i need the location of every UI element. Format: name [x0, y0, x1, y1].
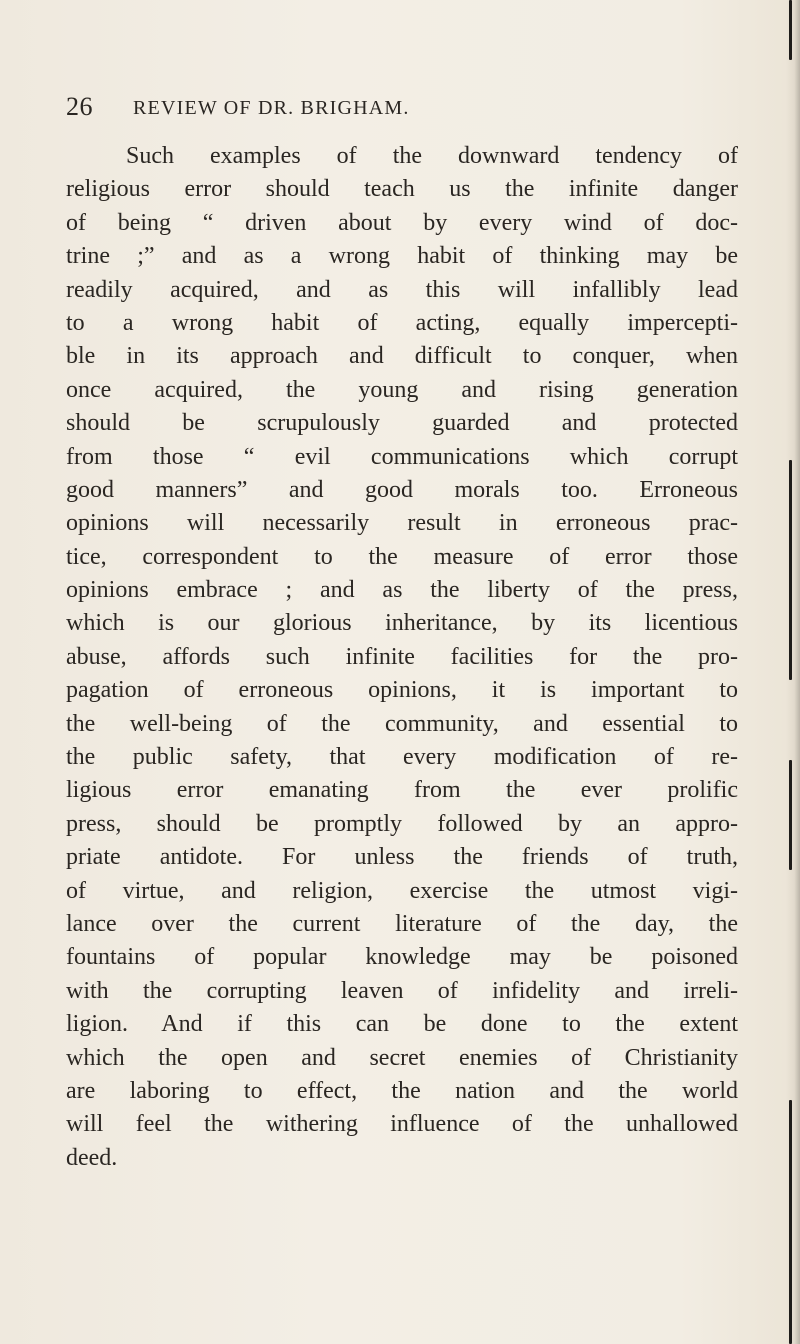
page-edge-mark [789, 460, 792, 680]
text-line: should be scrupulously guarded and protected [66, 410, 738, 437]
text-line: fountains of popular knowledge may be poisoned [66, 944, 738, 971]
text-line: religious error should teach us the infinite danger [66, 176, 738, 203]
text-line: from those “ evil communications which corrupt [66, 443, 738, 470]
text-line: ligion. And if this can be done to the extent [66, 1011, 738, 1038]
running-header [66, 92, 738, 132]
text-line: ligious error emanating from the ever prolific [66, 777, 738, 804]
text-line: the well-being of the community, and essential to [66, 710, 738, 737]
text-line: to a wrong habit of acting, equally impercepti- [66, 309, 738, 336]
text-line: of being “ driven about by every wind of doc- [66, 209, 738, 236]
text-line: of virtue, and religion, exercise the utmost vigi- [66, 877, 738, 904]
page-edge-mark [789, 0, 792, 60]
text-line: press, should be promptly followed by an appro- [66, 810, 738, 837]
page-edge-mark [789, 1100, 792, 1344]
running-title: REVIEW OF DR. BRIGHAM. [133, 97, 410, 119]
text-line: which the open and secret enemies of Christianity [66, 1044, 738, 1071]
text-line: deed. [66, 1144, 118, 1171]
text-line: which is our glorious inheritance, by its licentious [66, 610, 738, 637]
text-line: opinions embrace ; and as the liberty of the press, [66, 577, 738, 604]
text-line: are laboring to effect, the nation and the world [66, 1077, 738, 1104]
text-line: the public safety, that every modification of re- [66, 744, 738, 771]
text-line: pagation of erroneous opinions, it is important to [66, 677, 738, 704]
page-number: 26 [66, 92, 93, 121]
page-edge-mark [789, 760, 792, 870]
text-line: trine ;” and as a wrong habit of thinking may be [66, 243, 738, 270]
text-line: ble in its approach and difficult to conquer, when [66, 343, 738, 370]
text-line: with the corrupting leaven of infidelity and irreli- [66, 977, 738, 1004]
text-line: Such examples of the downward tendency of [126, 143, 738, 169]
text-line: will feel the withering influence of the unhallowed [66, 1111, 738, 1138]
text-line: readily acquired, and as this will infallibly lead [66, 276, 738, 303]
text-line: once acquired, the young and rising generation [66, 376, 738, 403]
text-line: good manners” and good morals too. Erroneous [66, 476, 738, 503]
text-line: tice, correspondent to the measure of error those [66, 543, 738, 570]
text-line: lance over the current literature of the day, the [66, 910, 738, 937]
text-line: priate antidote. For unless the friends of truth, [66, 844, 738, 871]
body-text [66, 140, 738, 1175]
text-line: abuse, affords such infinite facilities for the pro- [66, 643, 738, 670]
text-line: opinions will necessarily result in erroneous prac- [66, 510, 738, 537]
